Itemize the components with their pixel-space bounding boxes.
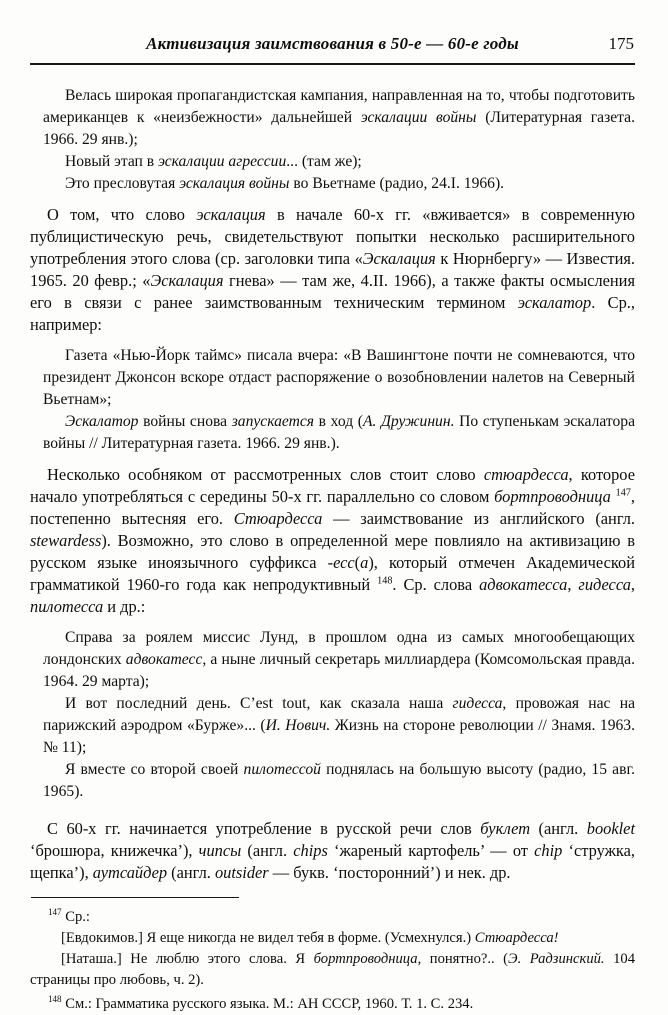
quote-paragraph: Это пресловутая эскалация войны во Вьетнаме (радио, 24.I. 1966).: [65, 175, 505, 192]
page-header: [30, 34, 635, 56]
header-rule: [30, 63, 635, 65]
quote-paragraph: Велась широкая пропагандистская кампания, направленная на то, чтобы подготовить американцев к «неизбежности» дальнейшей эскалации войны (Литературная газета. 1966. 29 янв.);: [43, 87, 635, 148]
footnote-148: $^{148}$ См.: Грамматика русского языка. М.: АН СССР, 1960. Т. 1. С. 234.: [48, 994, 474, 1012]
quote-paragraph: Эскалатор войны снова запускается в ход (А. Дружинин. По ступенькам эскалатора войны // Литературная газета. 1966. 29 янв.).: [43, 413, 636, 452]
quote-paragraph: Новый этап в эскалации агрессии... (там же);: [65, 153, 362, 170]
footnote-147-quote: [Евдокимов.] Я еще никогда не видел тебя в форме. (Усмехнулся.) Стюардесса!: [61, 930, 559, 946]
example-block-essa: [30, 627, 635, 803]
footnote-rule: [31, 897, 239, 898]
body-paragraph-eskalatsiya: О том, что слово эскалация в начале 60-х гг. «вживается» в современную публицистическую речь, свидетельствуют попытки несколько расширительного употребления этого слова (ср. заголовки типа «Эскалация к Нюрнбергу» — Известия. 1965. 20 февр.; «Эскалация гнева» — там же, 4.II. 1966), а также факты осмысления его в связи с ранее заимствованным техническим термином эскалатор. Ср., например:: [30, 205, 635, 334]
body-paragraph-buklet: С 60-х гг. начинается употребление в русской речи слов буклет (англ. booklet ‘брошюра, книжечка’), чипсы (англ. chips ‘жареный картофель’ — от chip ‘стружка, щепка’), аутсайдер (англ. outsider — букв. ‘посторонний’) и нек. др.: [30, 819, 635, 882]
footnote-147-quote: [Наташа.] Не люблю этого слова. Я бортпроводница, понятно?.. (Э. Радзинский. 104 страницы про любовь, ч. 2).: [30, 951, 635, 988]
quote-paragraph: Я вместе со второй своей пилотессой поднялась на большую высоту (радио, 15 авг. 1965).: [43, 761, 635, 800]
running-title: Активизация заимствования в 50-е — 60-е годы: [146, 34, 519, 53]
footnote-147: $^{147}$ Ср.:: [48, 907, 90, 925]
page-number: 175: [608, 34, 634, 53]
body-paragraph-styuardessa: Несколько особняком от рассмотренных слов стоит слово стюардесса, которое начало употребляться с середины 50-х гг. параллельно со словом бортпроводница $^{147}$, постепенно вытесняя его. Стюардесса — заимствование из английского (англ. stewardess). Возможно, это слово в определенной мере повлияло на активизацию в русском языке иноязычного суффикса -есс(а), который отмечен Академической грамматикой 1960-го года как непродуктивный $^{148}$. Ср. слова адвокатесса, гидесса, пилотесса и др.:: [30, 465, 635, 616]
footnotes-section: [30, 907, 635, 1015]
example-block-eskalator: [30, 345, 635, 455]
quote-paragraph: Газета «Нью-Йорк таймс» писала вчера: «В Вашингтоне почти не сомневаются, что президент Джонсон вскоре отдаст распоряжение о возобновлении налетов на Северный Вьетнам»;: [43, 347, 635, 408]
quote-paragraph: Справа за роялем миссис Лунд, в прошлом одна из самых многообещающих лондонских адвокатесс, а ныне личный секретарь миллиардера (Комсомольская правда. 1964. 29 марта);: [43, 629, 635, 690]
example-block-eskalatsiya: [30, 85, 635, 195]
quote-paragraph: И вот последний день. C’est tout, как сказала наша гидесса, провожая нас на парижский аэродром «Бурже»... (И. Нович. Жизнь на стороне революции // Знамя. 1963. № 11);: [43, 695, 635, 756]
